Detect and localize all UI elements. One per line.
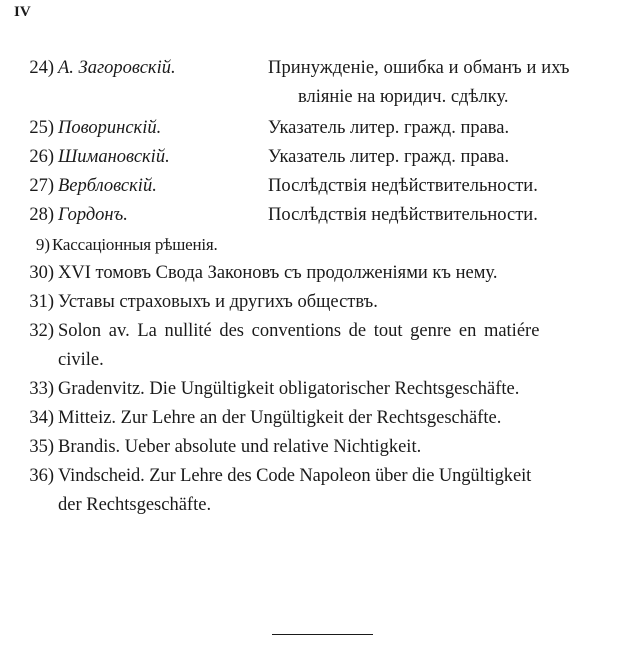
entry-number: 36) — [29, 466, 54, 486]
entry-text: Уставы страховыхъ и другихъ обществъ. — [58, 292, 378, 312]
entry-text: Vindscheid. Zur Lehre des Code Napoleon über die Ungültigkeit — [58, 466, 532, 486]
entry-continuation: civile. — [58, 350, 104, 370]
entry-text: Brandis. Ueber absolute und relative Nichtigkeit. — [58, 437, 422, 457]
entry-text: Solon av. La nullité des conventions de tout genre en matiére — [58, 321, 540, 341]
entry-continuation: der Rechtsgeschäfte. — [58, 495, 212, 515]
entry-number: 33) — [29, 379, 54, 399]
entry-number: 34) — [29, 408, 54, 428]
list-item — [0, 172, 644, 201]
list-item — [0, 462, 644, 520]
entry-author: А. Загоровскій. — [58, 58, 176, 78]
entry-number: 31) — [29, 292, 54, 312]
entry-work: Указатель литер. гражд. права. — [268, 147, 510, 167]
entry-author: Поворинскій. — [58, 118, 162, 138]
entry-author: Гордонъ. — [58, 205, 128, 225]
entry-number: 28) — [29, 205, 54, 225]
entry-number: 30) — [29, 263, 54, 283]
list-item — [0, 201, 644, 230]
entry-number: 25) — [29, 118, 54, 138]
list-item — [0, 404, 644, 433]
entry-text: Gradenvitz. Die Ungültigkeit obligatorischer Rechtsgeschäfte. — [58, 379, 520, 399]
list-item — [0, 288, 644, 317]
entry-number: 9) — [35, 235, 50, 254]
entry-author: Вербловскій. — [58, 176, 157, 196]
entry-work-continuation: вліяніе на юридич. сдѣлку. — [298, 87, 509, 107]
entry-work: Указатель литер. гражд. права. — [268, 118, 510, 138]
entry-text: Кассаціонныя рѣшенія. — [52, 235, 218, 254]
entry-text: Mitteiz. Zur Lehre an der Ungültigkeit der Rechtsgeschäfte. — [58, 408, 502, 428]
entry-number: 35) — [29, 437, 54, 457]
list-item — [0, 433, 644, 462]
entry-author: Шимановскій. — [58, 147, 170, 167]
list-item — [0, 230, 644, 259]
entry-number: 32) — [29, 321, 54, 341]
section-divider — [272, 634, 373, 635]
entry-number: 27) — [29, 176, 54, 196]
entry-number: 24) — [29, 58, 54, 78]
list-item — [0, 375, 644, 404]
page-number: IV — [14, 4, 31, 20]
entry-work: Послѣдствія недѣйствительности. — [268, 176, 538, 196]
list-item — [0, 54, 644, 112]
entry-text: XVI томовъ Свода Законовъ съ продолженіями къ нему. — [58, 263, 498, 283]
list-item — [0, 114, 644, 143]
entry-work: Послѣдствія недѣйствительности. — [268, 205, 538, 225]
entry-work: Принужденіе, ошибка и обманъ и ихъ — [268, 58, 570, 78]
list-item — [0, 259, 644, 288]
list-item — [0, 317, 644, 375]
list-item — [0, 143, 644, 172]
entry-number: 26) — [29, 147, 54, 167]
